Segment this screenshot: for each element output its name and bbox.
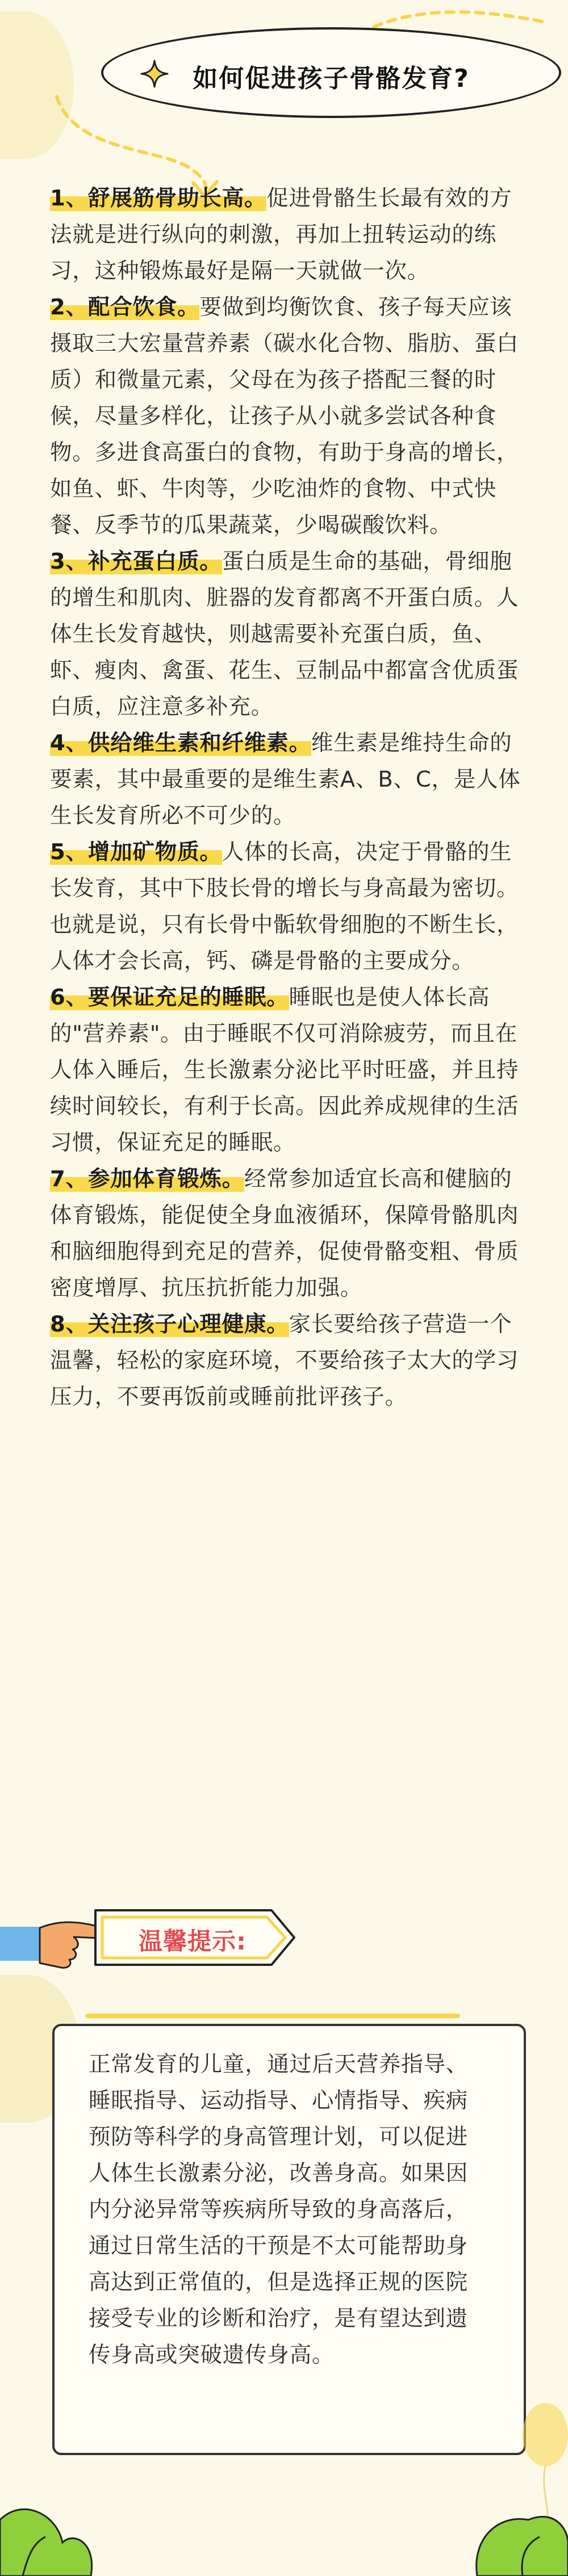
list-item xyxy=(50,289,527,544)
list-item xyxy=(50,1306,527,1415)
list-item xyxy=(50,834,527,980)
list-item xyxy=(50,544,527,725)
item-text: 人体的长高，决定于骨骼的生长发育，其中下肢长骨的增长与身高最为密切。也就是说，只有长骨中骺软骨细胞的不断生长，人体才会长高，钙、磷是骨骼的主要成分。 xyxy=(50,839,519,974)
item-heading: 1、舒展筋骨助长高。 xyxy=(50,186,267,211)
list-item xyxy=(50,180,527,289)
item-heading: 5、增加矿物质。 xyxy=(50,839,222,865)
tips-list xyxy=(50,180,527,1415)
item-heading: 6、要保证充足的睡眠。 xyxy=(50,985,289,1010)
item-heading: 4、供给维生素和纤维素。 xyxy=(50,730,311,756)
item-heading: 7、参加体育锻炼。 xyxy=(50,1166,244,1192)
tip-text xyxy=(89,2046,486,2373)
item-heading: 8、关注孩子心理健康。 xyxy=(50,1312,289,1337)
list-item xyxy=(50,1161,527,1306)
item-heading: 3、补充蛋白质。 xyxy=(50,549,222,574)
item-text: 要做到均衡饮食、孩子每天应该摄取三大宏量营养素（碳水化合物、脂肪、蛋白质）和微量元素，父母在为孩子搭配三餐的时候，尽量多样化，让孩子从小就多尝试各种食物。多进食高蛋白的食物，有助于身高的增长，如鱼、虾、牛肉等，少吃油炸的食物、中式快餐、反季节的瓜果蔬菜，少喝碳酸饮料。 xyxy=(50,295,519,538)
item-text: 维生素是维持生命的要素，其中最重要的是维生素A、B、C，是人体生长发育所必不可少的。 xyxy=(50,730,521,829)
item-text: 蛋白质是生命的基础，骨细胞的增生和肌肉、脏器的发育都离不开蛋白质。人体生长发育越快，则越需要补充蛋白质，鱼、虾、瘦肉、禽蛋、花生、豆制品中都富含优质蛋白质，应注意多补充。 xyxy=(50,549,519,720)
title-bubble xyxy=(101,27,561,118)
item-text: 促进骨骼生长最有效的方法就是进行纵向的刺激，再加上扭转运动的练习，这种锻炼最好是隔一天就做一次。 xyxy=(50,186,512,284)
item-text: 家长要给孩子营造一个温馨，轻松的家庭环境，不要给孩子太大的学习压力，不要再饭前或睡前批评孩子。 xyxy=(50,1312,519,1410)
list-item xyxy=(50,725,527,834)
tip-label: 温馨提示: xyxy=(139,1927,247,1955)
item-text: 睡眠也是使人体长高的"营养素"。由于睡眠不仅可消除疲劳，而且在人体入睡后，生长激素分泌比平时旺盛，并且持续时间较长，有利于长高。因此养成规律的生活习惯，保证充足的睡眠。 xyxy=(50,985,519,1155)
page-title: 如何促进孩子骨骼发育? xyxy=(193,64,470,93)
list-item xyxy=(50,980,527,1161)
bottom-decoration xyxy=(0,2327,568,2576)
tip-accent-bar xyxy=(85,2014,460,2018)
tree-icon xyxy=(477,2517,568,2576)
tip-paragraph: 正常发育的儿童，通过后天营养指导、睡眠指导、运动指导、心情指导、疾病预防等科学的身高管理计划，可以促进人体生长激素分泌，改善身高。如果因内分泌异常等疾病所导致的身高落后，通过日常生活的干预是不太可能帮助身高达到正常值的，但是选择正规的医院接受专业的诊断和治疗，是有望达到遗传身高或突破遗传身高。 xyxy=(89,2052,469,2368)
item-heading: 2、配合饮食。 xyxy=(50,295,200,320)
tree-icon xyxy=(0,2509,92,2576)
item-text: 经常参加适宜长高和健脑的体育锻炼，能促使全身血液循环，保障骨骼肌肉和脑细胞得到充足的营养，促使骨骼变粗、骨质密度增厚、抗压抗折能力加强。 xyxy=(50,1166,519,1301)
